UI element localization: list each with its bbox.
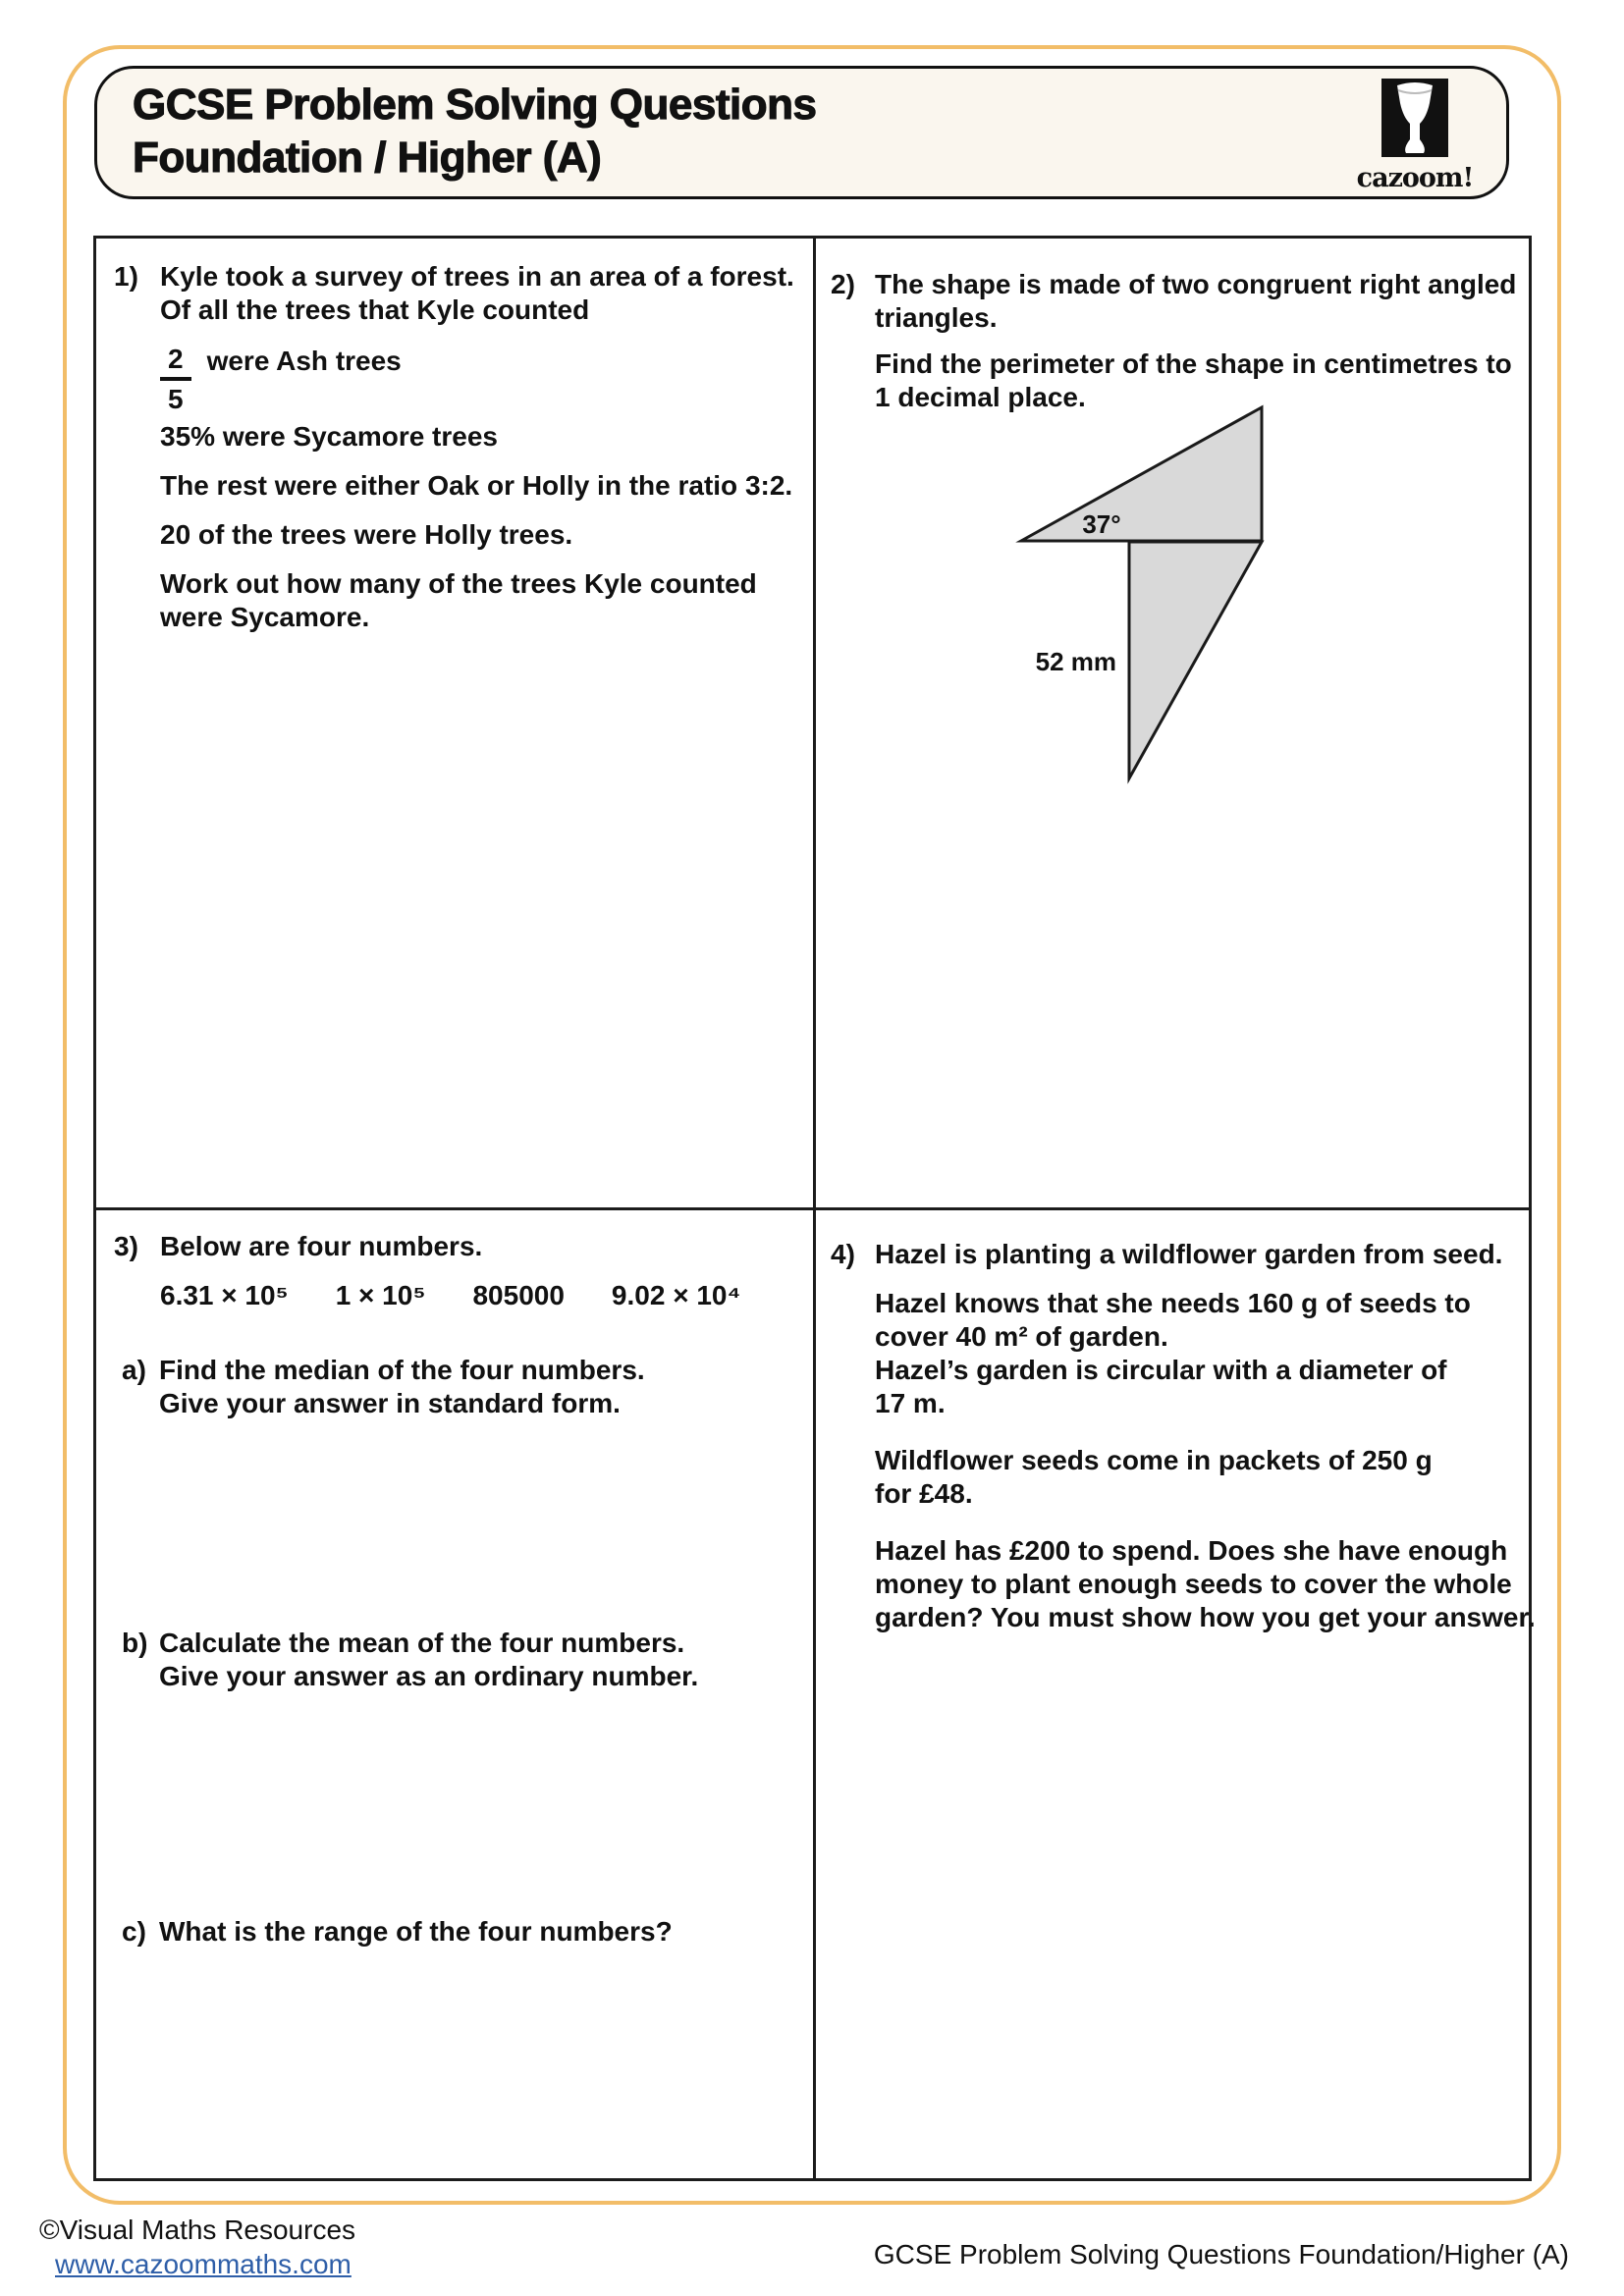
text-line: triangles.	[875, 302, 998, 333]
question-4-number: 4)	[831, 1239, 855, 1269]
cazoommaths-link[interactable]: www.cazoommaths.com	[55, 2249, 352, 2279]
sycamore-line: 35% were Sycamore trees	[160, 421, 498, 452]
copyright-text: ©Visual Maths Resources	[39, 2215, 356, 2245]
text-line: Calculate the mean of the four numbers.	[159, 1628, 685, 1658]
fraction-statement	[160, 345, 805, 414]
question-1-intro	[160, 260, 805, 327]
question-4-para1	[875, 1287, 1536, 1420]
question-3-number: 3)	[114, 1231, 138, 1261]
angle-label: 37°	[1082, 509, 1121, 539]
question-3-intro: Below are four numbers.	[160, 1231, 483, 1261]
triangles-diagram	[1000, 398, 1284, 790]
text-line: Find the median of the four numbers.	[159, 1355, 645, 1385]
part-a-label: a)	[122, 1355, 146, 1385]
question-4-para2	[875, 1444, 1536, 1511]
question-3-part-b	[96, 1627, 813, 1693]
text-line: Of all the trees that Kyle counted	[160, 294, 590, 325]
page-title	[133, 79, 816, 185]
bottom-right-triangle	[1129, 542, 1262, 778]
fraction-denominator: 5	[168, 384, 184, 414]
text-line: Hazel has £200 to spend. Does she have enough	[875, 1535, 1508, 1566]
question-1	[96, 239, 813, 1207]
text-line: Give your answer in standard form.	[159, 1388, 621, 1418]
ratio-line: The rest were either Oak or Holly in the ratio 3:2.	[160, 470, 793, 501]
page-title-line2: Foundation / Higher (A)	[133, 133, 602, 182]
fraction-two-fifths	[160, 345, 191, 414]
holly-line: 20 of the trees were Holly trees.	[160, 519, 573, 550]
fraction-label: were Ash trees	[206, 346, 402, 376]
four-numbers-row	[160, 1279, 805, 1312]
question-3-part-a	[96, 1354, 813, 1420]
question-4-intro: Hazel is planting a wildflower garden from seed.	[875, 1239, 1503, 1269]
question-1-number: 1)	[114, 261, 138, 292]
question-1-task	[160, 567, 805, 634]
cazoom-logo	[1351, 79, 1479, 193]
text-line: What is the range of the four numbers?	[159, 1916, 673, 1947]
top-right-triangle	[1021, 407, 1262, 541]
questions-grid	[93, 236, 1536, 2181]
part-c-text	[159, 1915, 813, 1949]
part-b-label: b)	[122, 1628, 148, 1658]
text-line: 9.02 × 10⁴	[611, 1280, 741, 1310]
question-3-part-c	[96, 1915, 813, 1949]
text-line: Hazel’s garden is circular with a diameter of	[875, 1355, 1447, 1385]
text-line: cover 40 m² of garden.	[875, 1321, 1168, 1352]
question-2-number: 2)	[831, 269, 855, 299]
text-line: 1 decimal place.	[875, 382, 1086, 412]
part-c-label: c)	[122, 1916, 146, 1947]
fraction-numerator: 2	[160, 345, 191, 381]
text-line: 805000	[472, 1280, 565, 1310]
question-4-para3	[875, 1534, 1536, 1634]
part-a-text	[159, 1354, 813, 1420]
question-3	[96, 1210, 813, 2178]
question-4	[816, 1210, 1536, 2178]
side-length-label: 52 mm	[1035, 647, 1116, 676]
header	[94, 66, 1509, 199]
text-line: Hazel knows that she needs 160 g of seeds to	[875, 1288, 1471, 1318]
text-line: Give your answer as an ordinary number.	[159, 1661, 699, 1691]
text-line: The shape is made of two congruent right angled	[875, 269, 1517, 299]
text-line: were Sycamore.	[160, 602, 370, 632]
question-2	[816, 239, 1529, 1207]
text-line: 6.31 × 10⁵	[160, 1280, 289, 1310]
text-line: Work out how many of the trees Kyle counted	[160, 568, 757, 599]
footer-document-title: GCSE Problem Solving Questions Foundation/Higher (A)	[873, 2239, 1569, 2269]
text-line: 1 × 10⁵	[335, 1280, 426, 1310]
text-line: for £48.	[875, 1478, 973, 1509]
part-b-text	[159, 1627, 813, 1693]
djembe-drum-icon	[1380, 79, 1449, 157]
text-line: money to plant enough seeds to cover the whole	[875, 1569, 1512, 1599]
text-line: garden? You must show how you get your answer.	[875, 1602, 1536, 1632]
question-2-intro	[875, 268, 1521, 335]
page-title-line1: GCSE Problem Solving Questions	[133, 80, 817, 129]
text-line: Kyle took a survey of trees in an area of a forest.	[160, 261, 794, 292]
cazoom-logo-text: cazoom!	[1356, 163, 1474, 193]
text-line: 17 m.	[875, 1388, 946, 1418]
text-line: Wildflower seeds come in packets of 250 g	[875, 1445, 1433, 1475]
text-line: Find the perimeter of the shape in centimetres to	[875, 348, 1512, 379]
